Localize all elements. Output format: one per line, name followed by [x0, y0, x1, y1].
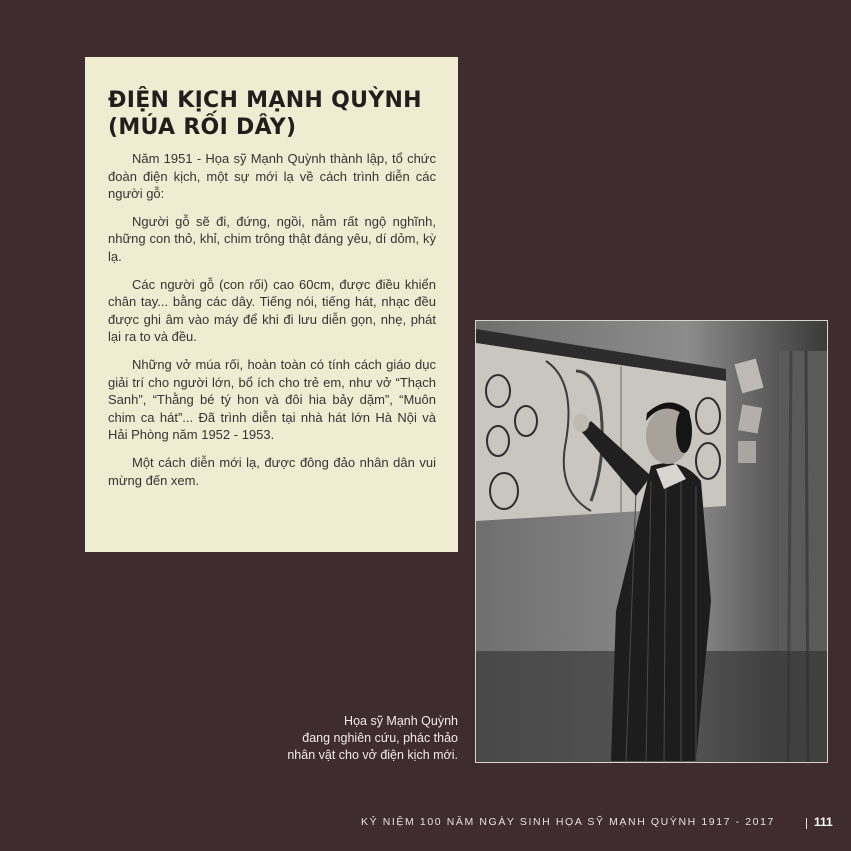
paragraph-2: Người gỗ sẽ đi, đứng, ngồi, nằm rất ngộ nghĩnh, những con thỏ, khỉ, chim trông thật đáng yêu, dí dỏm, kỳ lạ. [108, 213, 436, 264]
article-box [85, 57, 458, 552]
article-title [108, 87, 436, 141]
footer-title: KỶ NIỆM 100 NĂM NGÀY SINH HỌA SỸ MẠNH QUỲNH 1917 - 2017 [361, 816, 775, 828]
caption-line-3: nhân vật cho vở điện kịch mới. [287, 748, 458, 762]
caption-line-1: Họa sỹ Mạnh Quỳnh [344, 714, 458, 728]
artist-photo [475, 320, 828, 763]
page-number-divider [806, 818, 807, 829]
photo-caption [218, 713, 458, 764]
paragraph-1: Năm 1951 - Họa sỹ Mạnh Quỳnh thành lập, tổ chức đoàn điện kịch, một sự mới lạ về cách trình diễn các người gỗ: [108, 151, 436, 202]
paragraph-3: Các người gỗ (con rối) cao 60cm, được điều khiển chân tay... bằng các dây. Tiếng nói, tiếng hát, nhạc đều được ghi âm vào máy để khi đi lưu diễn gọn, nhẹ, phát lại ra to và đều. [108, 276, 436, 345]
paragraph-4: Những vở múa rối, hoàn toàn có tính cách giáo dục giải trí cho người lớn, bổ ích cho trẻ em, như vở “Thạch Sanh”, “Thằng bé tý hon và đôi hia bảy dặm”, “Muôn chim ca hát”... Đã trình diễn tại nhà hát lớn Hà Nội và Hải Phòng năm 1952 - 1953. [108, 356, 436, 443]
title-line-1: ĐIỆN KỊCH MẠNH QUỲNH [108, 88, 422, 113]
page-number: 111 [814, 815, 833, 829]
title-line-2: (MÚA RỐI DÂY) [108, 115, 297, 140]
artist-photo-illustration [476, 321, 827, 762]
caption-line-2: đang nghiên cứu, phác thảo [302, 731, 458, 745]
paragraph-5: Một cách diễn mới lạ, được đông đảo nhân dân vui mừng đến xem. [108, 454, 436, 488]
